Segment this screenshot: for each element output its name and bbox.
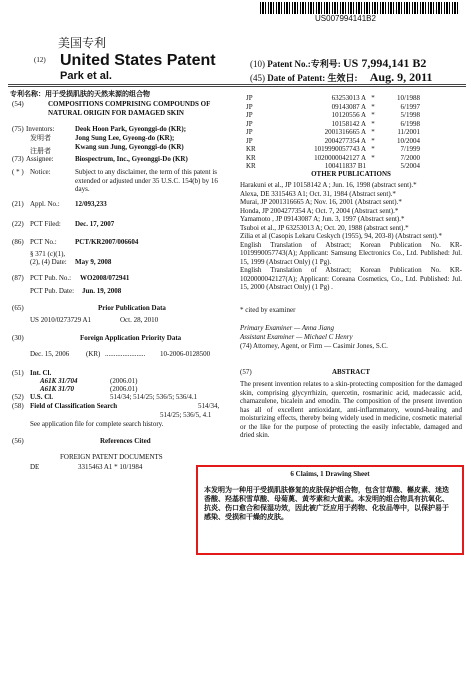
reference-number: 10158142 A bbox=[331, 119, 366, 128]
field-75-cn: 发明者 bbox=[30, 134, 51, 142]
reference-mark: * bbox=[371, 119, 375, 128]
priority-dots: ....................... bbox=[105, 350, 146, 358]
reference-number: 2001316665 A bbox=[324, 128, 366, 136]
reference-mark: * bbox=[371, 153, 375, 162]
reference-date: 10/1988 bbox=[397, 94, 420, 102]
reference-mark: * bbox=[371, 102, 375, 111]
other-publications-heading: OTHER PUBLICATIONS bbox=[311, 170, 391, 178]
primary-examiner: Primary Examiner — Anna Jiang bbox=[240, 324, 334, 332]
publication-line: Zilia et al (Casopis Lekaru Ceskych (1955), 94, 203-8) (Abstract sent).* bbox=[240, 232, 442, 240]
field-371-date: May 9, 2008 bbox=[75, 258, 112, 266]
reference-mark: * bbox=[371, 136, 375, 145]
pct-filed: Dec. 17, 2007 bbox=[75, 220, 115, 228]
reference-number: 63253013 A bbox=[331, 94, 366, 102]
patent-title: United States Patent bbox=[60, 52, 216, 69]
notice-value: Subject to any disclaimer, the term of this patent is extended or adjusted under 35 U.S.C. 154(b) by 16 days. bbox=[75, 168, 218, 193]
date-line bbox=[250, 70, 432, 85]
reference-row bbox=[246, 94, 458, 103]
inventor-3: Kwang sun Jung, Gyeonggi-do (KR) bbox=[75, 143, 184, 151]
field-30-code: (30) bbox=[12, 334, 24, 342]
us-cl-value: 514/34; 514/25; 536/5; 536/4.1 bbox=[110, 393, 198, 401]
assignee: Biospectrum, Inc., Gyeonggi-Do (KR) bbox=[75, 155, 188, 163]
divider bbox=[8, 84, 466, 85]
field-52-code: (52) bbox=[12, 393, 24, 401]
cited-note: * cited by examiner bbox=[240, 306, 296, 314]
ref-country: DE bbox=[30, 463, 40, 471]
field-371-label2: (2), (4) Date: bbox=[30, 258, 67, 266]
reference-row bbox=[246, 103, 458, 112]
barcode bbox=[260, 2, 460, 14]
abstract-code: (57) bbox=[240, 368, 252, 376]
reference-country: JP bbox=[246, 128, 253, 136]
reference-country: KR bbox=[246, 162, 256, 170]
reference-country: KR bbox=[246, 145, 256, 153]
priority-country: (KR) bbox=[86, 350, 101, 358]
publication-line: Alexa, DE 3315463 A1; Oct. 31, 1984 (Abstract sent).* bbox=[240, 189, 396, 198]
appl-no: 12/093,233 bbox=[75, 200, 107, 208]
reference-number: 1019990057743 A bbox=[314, 145, 366, 153]
field-75-code: (75) bbox=[12, 125, 24, 133]
reference-country: JP bbox=[246, 119, 253, 128]
field-65-heading: Prior Publication Data bbox=[98, 304, 166, 312]
notice-code: ( * ) bbox=[12, 168, 24, 176]
pct-pub-no: WO2008/072941 bbox=[80, 274, 130, 282]
publication-line: Murai, JP 2001316665 A; Nov. 16, 2001 (Abstract sent).* bbox=[240, 198, 402, 206]
reference-row bbox=[246, 111, 458, 120]
reference-row bbox=[246, 145, 458, 154]
reference-number: 09143087 A bbox=[331, 102, 366, 111]
prior-pub-date: Oct. 28, 2010 bbox=[120, 316, 159, 324]
priority-date: Dec. 15, 2006 bbox=[30, 350, 70, 358]
reference-number: 10120556 A bbox=[331, 111, 366, 119]
authors: Park et al. bbox=[60, 70, 112, 82]
reference-date: 6/1997 bbox=[400, 102, 420, 111]
reference-row bbox=[246, 120, 458, 129]
int-cl-2: A61K 31/70 bbox=[40, 385, 75, 393]
publication-line: English Translation of Abstract; Korean Publication No. KR-1020000042127(A); Applicant: Coreana Cosmetics, Co., Ltd. Published: Jul. 15, 2000 (Abstract Only) (1 Pg) . bbox=[240, 266, 462, 291]
reference-date: 11/2001 bbox=[397, 128, 420, 136]
publication-line: Honda, JP 2004277354 A; Oct. 7, 2004 (Abstract sent).* bbox=[240, 206, 399, 215]
field-21-code: (21) bbox=[12, 200, 24, 208]
inventor-1: Deok Hoon Park, Gyeonggi-do (KR); bbox=[75, 125, 187, 133]
reference-number: 100411837 B1 bbox=[324, 162, 366, 170]
field-73-label: Assignee: bbox=[26, 155, 54, 163]
references-table bbox=[246, 94, 458, 171]
other-publications bbox=[240, 181, 462, 292]
reference-mark: * bbox=[371, 94, 375, 102]
field-22-label: PCT Filed: bbox=[30, 220, 61, 228]
field-371-label: § 371 (c)(1), bbox=[30, 250, 66, 258]
publication-line: Yamamoto , JP 09143087 A; Jun. 3, 1997 (Abstract sent).* bbox=[240, 215, 405, 223]
reference-date: 6/1998 bbox=[400, 119, 420, 128]
ref-value: 3315463 A1 * 10/1984 bbox=[78, 463, 143, 471]
priority-number: 10-2006-0128500 bbox=[160, 350, 211, 358]
assistant-examiner: Assistant Examiner — Michael C Henry bbox=[240, 333, 353, 341]
reference-number: 2004277354 A bbox=[324, 136, 366, 145]
attorney: (74) Attorney, Agent, or Firm — Casimir Jones, S.C. bbox=[240, 342, 388, 350]
reference-row bbox=[246, 154, 458, 163]
publication-line: English Translation of Abstract; Korean Publication No. KR-1019990057743(A); Applicant: Samsung Electronics Co., Ltd. Published: Jul. 15, 1999 (Abstract Only) (1 Pg). bbox=[240, 240, 462, 266]
field-73-cn: 注册者 bbox=[30, 147, 51, 155]
field-86-label: PCT No.: bbox=[30, 238, 57, 246]
field-56-heading: References Cited bbox=[100, 437, 151, 445]
field-58-code: (58) bbox=[12, 402, 24, 410]
reference-number: 1020000042127 A bbox=[314, 153, 366, 162]
divider bbox=[8, 86, 466, 87]
inventor-2: Jong Sung Lee, Gyeong-do (KR); bbox=[75, 134, 175, 142]
cn-summary: 本发明为一种用于受损肌肤修复的皮肤保护组合物，包含甘草酸、槲皮素、迷迭香酸、羟基积雪草酸、母菊薁、黄芩素和大黄素。本发明的组合物具有抗氧化、抗炎、伤口愈合和保湿功效，因此被广泛应用于药物、化妆品等中，以保护易于感染、受损和干燥的皮肤。 bbox=[204, 486, 449, 521]
field-58-note: See application file for complete search history. bbox=[30, 420, 164, 428]
field-87-label: PCT Pub. No.: bbox=[30, 274, 72, 282]
reference-mark: * bbox=[371, 111, 375, 119]
pct-pub-date: Jun. 19, 2008 bbox=[82, 287, 122, 295]
field-56-code: (56) bbox=[12, 437, 24, 445]
abstract-heading: ABSTRACT bbox=[331, 368, 371, 376]
patent-no-label: Patent No.:专利号: bbox=[267, 59, 341, 69]
reference-date: 7/1999 bbox=[400, 145, 420, 153]
reference-country: JP bbox=[246, 102, 253, 111]
publication-line: Harakuni et al., JP 10158142 A ; Jun. 16, 1998 (abstract sent).* bbox=[240, 181, 417, 189]
reference-date: 7/2000 bbox=[400, 153, 420, 162]
field-58-value2: 514/25; 536/5, 4.1 bbox=[160, 411, 212, 419]
notice-label: Notice: bbox=[30, 168, 51, 176]
int-cl-1-date: (2006.01) bbox=[110, 377, 138, 385]
reference-date: 5/2004 bbox=[400, 162, 420, 170]
cn-title: 专利名称：用于受损肌肤的天然来源的组合物 bbox=[10, 90, 150, 98]
date-label: Date of Patent: 生效日: bbox=[267, 73, 358, 83]
field-51-label: Int. Cl. bbox=[30, 369, 52, 377]
reference-date: 10/2004 bbox=[397, 136, 420, 145]
patent-number: US 7,994,141 B2 bbox=[343, 56, 427, 70]
code-12: (12) bbox=[34, 56, 46, 64]
abstract-text: The present invention relates to a skin-protecting composition for the damaged skin, comprising glycyrrhizin, quercetin, rosmarinic acid, madecassic acid, chamazulene, bicalein and emodin. The composition of the present invention has all of excellent antioxidant, anti-inflammatory, wound-healing and moisturizing effects, thereby being widely used in medicine, cosmetic material or the like for the purpose of protecting the easily infectable, damaged and dried skin. bbox=[240, 380, 462, 439]
reference-row bbox=[246, 128, 458, 137]
reference-country: KR bbox=[246, 153, 256, 162]
int-cl-1: A61K 31/704 bbox=[40, 377, 78, 385]
field-86-code: (86) bbox=[12, 238, 24, 246]
field-73-code: (73) bbox=[12, 155, 24, 163]
int-cl-2-date: (2006.01) bbox=[110, 385, 138, 393]
reference-mark: * bbox=[371, 128, 375, 136]
reference-row bbox=[246, 137, 458, 146]
reference-mark: * bbox=[371, 145, 375, 153]
code-45: (45) bbox=[250, 73, 265, 83]
field-51-code: (51) bbox=[12, 369, 24, 377]
field-54-value: COMPOSITIONS COMPRISING COMPOUNDS OF NATURAL ORIGIN FOR DAMAGED SKIN bbox=[48, 100, 211, 117]
barcode-number: US007994141B2 bbox=[315, 14, 376, 23]
claims-line: 6 Claims, 1 Drawing Sheet bbox=[290, 470, 370, 478]
field-58-label: Field of Classification Search bbox=[30, 402, 118, 410]
field-30-heading: Foreign Application Priority Data bbox=[80, 334, 182, 342]
country-cn: 美国专利 bbox=[58, 36, 107, 50]
pct-no: PCT/KR2007/006604 bbox=[75, 238, 139, 246]
field-22-code: (22) bbox=[12, 220, 24, 228]
reference-country: JP bbox=[246, 136, 253, 145]
field-75-label: Inventors: bbox=[26, 125, 55, 133]
publication-line: Tsuboi et al., JP 63253013 A; Oct. 20, 1988 (abstract sent).* bbox=[240, 223, 409, 232]
field-52-label: U.S. Cl. bbox=[30, 393, 53, 401]
prior-pub-number: US 2010/0273729 A1 bbox=[30, 316, 92, 324]
code-10: (10) bbox=[250, 59, 265, 69]
field-21-label: Appl. No.: bbox=[30, 200, 60, 208]
field-58-value1: 514/34, bbox=[198, 402, 220, 410]
reference-country: JP bbox=[246, 111, 253, 119]
patent-date: Aug. 9, 2011 bbox=[369, 70, 433, 84]
field-54-code: (54) bbox=[12, 100, 24, 108]
patent-number-line bbox=[250, 56, 426, 71]
reference-date: 5/1998 bbox=[400, 111, 420, 119]
field-56-sub: FOREIGN PATENT DOCUMENTS bbox=[60, 453, 163, 461]
pct-pub-date-label: PCT Pub. Date: bbox=[30, 287, 75, 295]
reference-country: JP bbox=[246, 94, 253, 102]
field-65-code: (65) bbox=[12, 304, 24, 312]
field-87-code: (87) bbox=[12, 274, 24, 282]
